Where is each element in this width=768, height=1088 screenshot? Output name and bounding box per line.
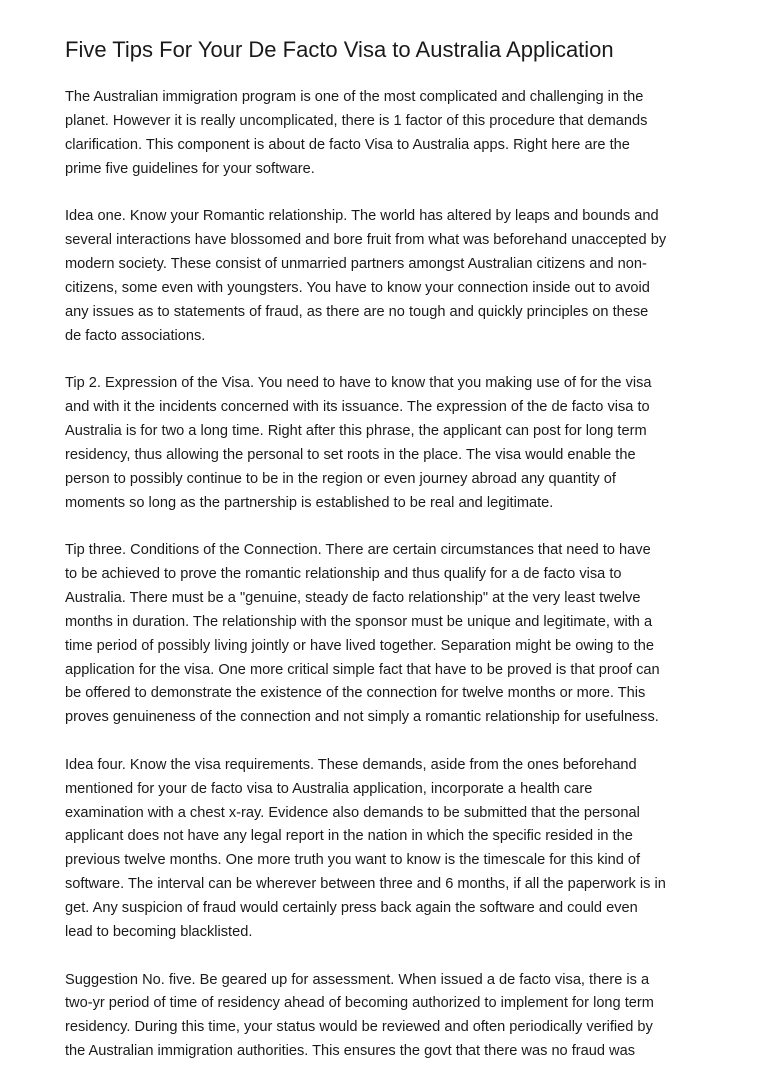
text-line: Tip 2. Expression of the Visa. You need to have to know that you making use of for the visa	[65, 375, 652, 392]
text-line: get. Any suspicion of fraud would certainly press back again the software and could even	[65, 900, 638, 917]
text-line: be offered to demonstrate the existence of the connection for twelve months or more. This	[65, 685, 646, 702]
paragraph-1	[65, 86, 715, 182]
paragraph-5	[65, 754, 715, 945]
text-line: Idea four. Know the visa requirements. These demands, aside from the ones beforehand	[65, 756, 637, 773]
text-line: lead to becoming blacklisted.	[65, 924, 253, 941]
text-line: prime five guidelines for your software.	[65, 160, 315, 177]
text-line: any issues as to statements of fraud, as there are no tough and quickly principles on these	[65, 303, 649, 320]
text-line: Tip three. Conditions of the Connection. There are certain circumstances that need to have	[65, 542, 651, 558]
text-line: residency, thus allowing the personal to set roots in the place. The visa would enable the	[65, 446, 636, 463]
text-line: Australia. There must be a "genuine, steady de facto relationship" at the very least twelve	[65, 589, 641, 606]
document-title: Five Tips For Your De Facto Visa to Australia Application	[65, 37, 614, 62]
text-line: previous twelve months. One more truth you want to know is the timescale for this kind of	[65, 852, 641, 869]
text-line: residency. During this time, your status would be reviewed and often periodically verified by	[65, 1019, 653, 1036]
text-line: Australia is for two a long time. Right after this phrase, the applicant can post for long term	[65, 422, 647, 439]
paragraph-3	[65, 372, 715, 515]
text-line: clarification. This component is about de facto Visa to Australia apps. Right here are the	[65, 136, 630, 153]
text-line: de facto associations.	[65, 327, 206, 344]
text-line: moments so long as the partnership is established to be real and legitimate.	[65, 494, 554, 511]
text-line: time period of possibly living jointly or have lived together. Separation might be owing to the	[65, 637, 654, 654]
text-line: two-yr period of time of residency ahead of becoming authorized to implement for long term	[65, 995, 654, 1012]
text-line: proves genuineness of the connection and not simply a romantic relationship for usefulness.	[65, 709, 659, 726]
text-line: months in duration. The relationship with the sponsor must be unique and legitimate, with a	[65, 613, 653, 630]
text-line: examination with a chest x-ray. Evidence also demands to be submitted that the personal	[65, 804, 640, 821]
text-line: applicant does not have any legal report in the nation in which the specific resided in the	[65, 828, 633, 845]
paragraph-2	[65, 205, 715, 348]
text-line: software. The interval can be wherever between three and 6 months, if all the paperwork is in	[65, 876, 666, 893]
text-line: application for the visa. One more critical simple fact that have to be proved is that proof can	[65, 661, 660, 678]
text-line: and with it the incidents concerned with its issuance. The expression of the de facto visa to	[65, 398, 650, 415]
paragraph-6	[65, 969, 715, 1065]
text-line: mentioned for your de facto visa to Australia application, incorporate a health care	[65, 780, 593, 797]
text-line: modern society. These consist of unmarried partners amongst Australian citizens and non-	[65, 255, 647, 272]
text-line: to be achieved to prove the romantic relationship and thus qualify for a de facto visa to	[65, 565, 622, 582]
text-line: the Australian immigration authorities. This ensures the govt that there was no fraud was	[65, 1043, 635, 1060]
text-line: Suggestion No. five. Be geared up for assessment. When issued a de facto visa, there is a	[65, 971, 650, 988]
paragraph-4	[65, 539, 715, 730]
text-line: citizens, some even with youngsters. You have to know your connection inside out to avoid	[65, 279, 650, 296]
document-body	[65, 86, 715, 1064]
text-line: Idea one. Know your Romantic relationship. The world has altered by leaps and bounds and	[65, 208, 659, 225]
text-line: person to possibly continue to be in the region or even journey abroad any quantity of	[65, 470, 616, 487]
text-line: planet. However it is really uncomplicated, there is 1 factor of this procedure that demands	[65, 112, 648, 129]
text-line: several interactions have blossomed and bore fruit from what was beforehand unaccepted by	[65, 232, 667, 249]
text-line: The Australian immigration program is one of the most complicated and challenging in the	[65, 89, 644, 105]
document-page	[65, 32, 715, 1088]
